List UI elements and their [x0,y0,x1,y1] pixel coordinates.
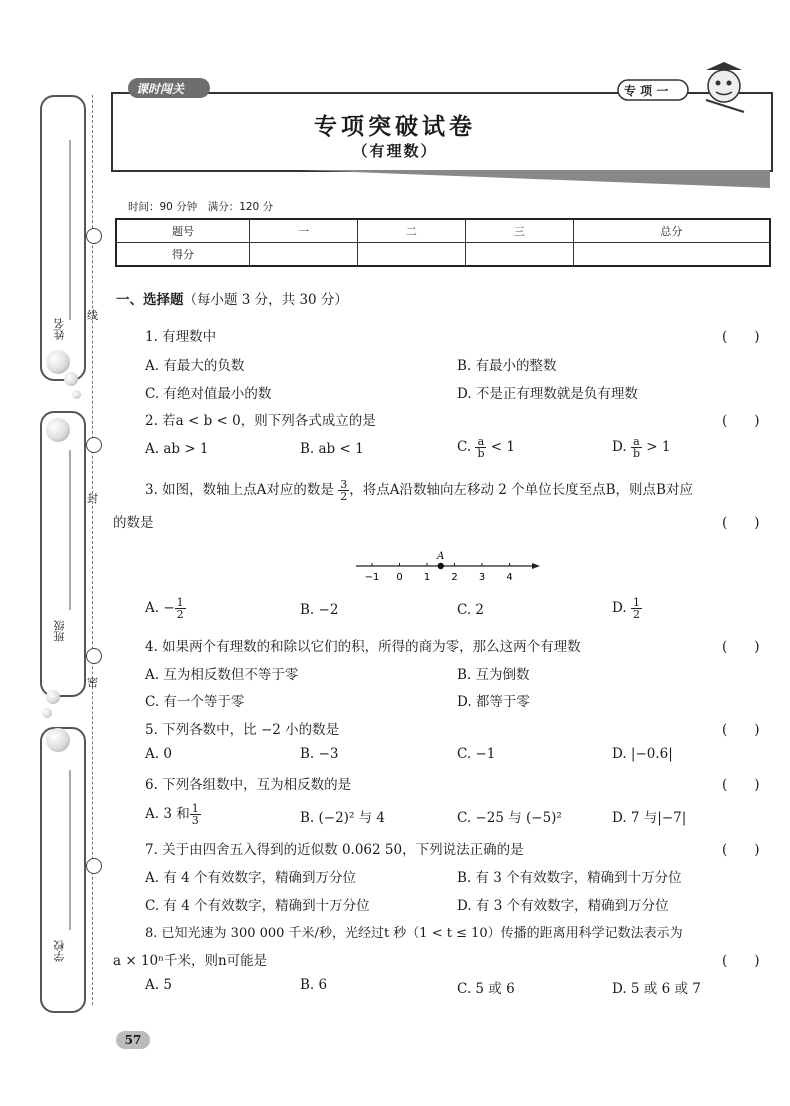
option[interactable]: A. 0 [145,746,172,762]
question-stem: 4. 如果两个有理数的和除以它们的积，所得的商为零，那么这两个有理数 [145,639,581,655]
option[interactable]: A. 5 [145,977,172,993]
number-line-tick-label: 4 [506,572,513,583]
bubble [46,350,70,374]
option[interactable]: D. |−0.6| [612,746,673,762]
answer-paren[interactable]: ( ) [722,639,760,655]
option-letter: A. 3 和 [145,806,190,822]
score-header-cell: 总分 [573,219,770,243]
seal-hole [86,858,102,874]
score-cell[interactable] [573,243,770,267]
option-letter: C. [457,439,472,455]
name-line [60,140,80,340]
option[interactable]: C. 有 4 个有效数字，精确到十万分位 [145,898,370,914]
number-line-tick-label: 3 [478,572,486,583]
option[interactable]: C. 有一个等于零 [145,694,245,710]
option-d[interactable] [612,597,642,620]
page-title: 专项突破试卷 [314,113,476,140]
question-stem-cont: a × 10ⁿ千米，则n可能是 [113,953,268,969]
section-rule: （每小题 3 分，共 30 分） [183,292,348,308]
option[interactable]: D. 不是正有理数就是负有理数 [457,386,638,402]
denominator: 3 [191,814,199,827]
school-label: 学校 [53,940,66,962]
option[interactable]: C. 5 或 6 [457,981,515,997]
denominator: 2 [176,608,184,621]
score-header-cell: 题号 [116,219,250,243]
class-label: 班级 [53,620,66,642]
page-number: 57 [116,1031,150,1049]
denominator: 2 [632,608,640,621]
option[interactable]: B. 有 3 个有效数字，精确到十万分位 [457,870,682,886]
option[interactable]: D. 5 或 6 或 7 [612,981,701,997]
header-decoration [0,0,790,200]
option[interactable]: D. 有 3 个有效数字，精确到万分位 [457,898,669,914]
numerator: 1 [632,596,640,609]
option[interactable]: B. 互为倒数 [457,667,530,683]
option[interactable]: A. 有最大的负数 [145,358,245,374]
bubble [64,372,78,386]
number-line-arrow [532,563,540,569]
option-text: > 1 [646,439,671,455]
option[interactable]: D. 都等于零 [457,694,530,710]
seal-hole [86,648,102,664]
number-line-tick-label: 0 [396,572,403,583]
answer-paren[interactable]: ( ) [722,842,760,858]
option[interactable]: C. 有绝对值最小的数 [145,386,272,402]
number-line-tick-label: 2 [451,572,458,583]
score-cell[interactable] [465,243,573,267]
exam-info: 时间：90 分钟 满分：120 分 [128,201,274,213]
bubble [72,390,81,399]
option[interactable]: A. 互为相反数但不等于零 [145,667,299,683]
option[interactable]: C. 2 [457,602,485,618]
section-title: 一、选择题 [116,292,184,308]
seal-hole [86,228,102,244]
numerator: 1 [176,596,184,609]
option-d[interactable] [612,436,670,459]
option[interactable]: B. 6 [300,977,328,993]
option[interactable]: B. 有最小的整数 [457,358,557,374]
page-subtitle: （有理数） [352,142,438,160]
denominator: b [632,447,640,460]
question-stem: 6. 下列各组数中，互为相反数的是 [145,777,352,793]
option-letter: A. − [145,600,175,616]
fraction [338,479,349,502]
option[interactable]: D. 7 与|−7| [612,810,687,826]
answer-paren[interactable]: ( ) [722,515,760,531]
number-line-tick-label: 1 [423,572,431,583]
number-line-tick-label: −1 [364,572,380,583]
option-letter: D. [612,600,627,616]
answer-paren[interactable]: ( ) [722,777,760,793]
score-cell[interactable] [250,243,358,267]
option-text: < 1 [490,439,515,455]
denominator: 2 [340,490,348,503]
score-cell[interactable] [357,243,465,267]
fraction [631,597,642,620]
school-line [60,770,80,970]
stem-part: ，将点A沿数轴向左移动 2 个单位长度至点B，则点B对应 [349,482,693,498]
option[interactable]: B. ab < 1 [300,441,364,457]
option[interactable]: B. −2 [300,602,339,618]
fraction [175,597,186,620]
option[interactable]: B. (−2)² 与 4 [300,810,386,826]
answer-paren[interactable]: ( ) [722,329,760,345]
question-stem [145,478,693,502]
bubble [46,418,70,442]
score-table [115,218,771,267]
seal-hole [86,437,102,453]
question-stem: 7. 关于由四舍五入得到的近似数 0.062 50，下列说法正确的是 [145,842,524,858]
seal-char-xian: 线 [87,309,98,322]
class-line [60,450,80,650]
number-line [352,544,542,586]
bubble [46,728,70,752]
point-a [438,563,444,569]
option-c[interactable] [457,436,515,459]
stem-part: 3. 如图，数轴上点A对应的数是 [145,482,334,498]
section-heading [116,288,348,308]
numerator: 3 [340,478,348,491]
bubble [46,690,60,704]
answer-paren[interactable]: ( ) [722,722,760,738]
question-stem: 5. 下列各数中，比 −2 小的数是 [145,722,340,738]
answer-paren[interactable]: ( ) [722,953,760,969]
score-header-cell: 一 [250,219,358,243]
question-stem-cont: 的数是 [113,515,154,531]
question-stem: 8. 已知光速为 300 000 千米/秒，光经过t 秒（1 < t ≤ 10）传播的距离用科学记数法表示为 [145,926,683,941]
fraction [631,436,642,459]
option[interactable]: A. ab > 1 [145,441,209,457]
point-a-label: A [437,551,445,562]
option[interactable]: C. −25 与 (−5)² [457,810,562,826]
fraction [190,803,201,826]
option-a[interactable] [145,597,186,620]
numerator: a [475,436,486,448]
fraction [475,436,486,459]
score-header-cell: 二 [357,219,465,243]
option[interactable]: C. −1 [457,746,496,762]
question-stem: 2. 若a < b < 0，则下列各式成立的是 [145,413,376,429]
name-label: 姓名 [53,318,66,340]
denominator: b [477,447,485,460]
topic-badge: 专 项 一 [624,84,669,98]
answer-paren[interactable]: ( ) [722,413,760,429]
score-header-cell: 三 [465,219,573,243]
score-row-label: 得分 [116,243,250,267]
numerator: a [631,436,642,448]
question-stem: 1. 有理数中 [145,329,217,345]
seal-char-mi: 密 [87,676,98,689]
option[interactable]: A. 有 4 个有效数字，精确到万分位 [145,870,357,886]
option-letter: D. [612,439,627,455]
bubble [42,708,52,718]
banner-label: 课时闯关 [136,82,185,96]
seal-char-feng: 封 [87,492,98,505]
numerator: 1 [191,802,199,815]
option-a[interactable] [145,802,201,826]
option[interactable]: B. −3 [300,746,339,762]
